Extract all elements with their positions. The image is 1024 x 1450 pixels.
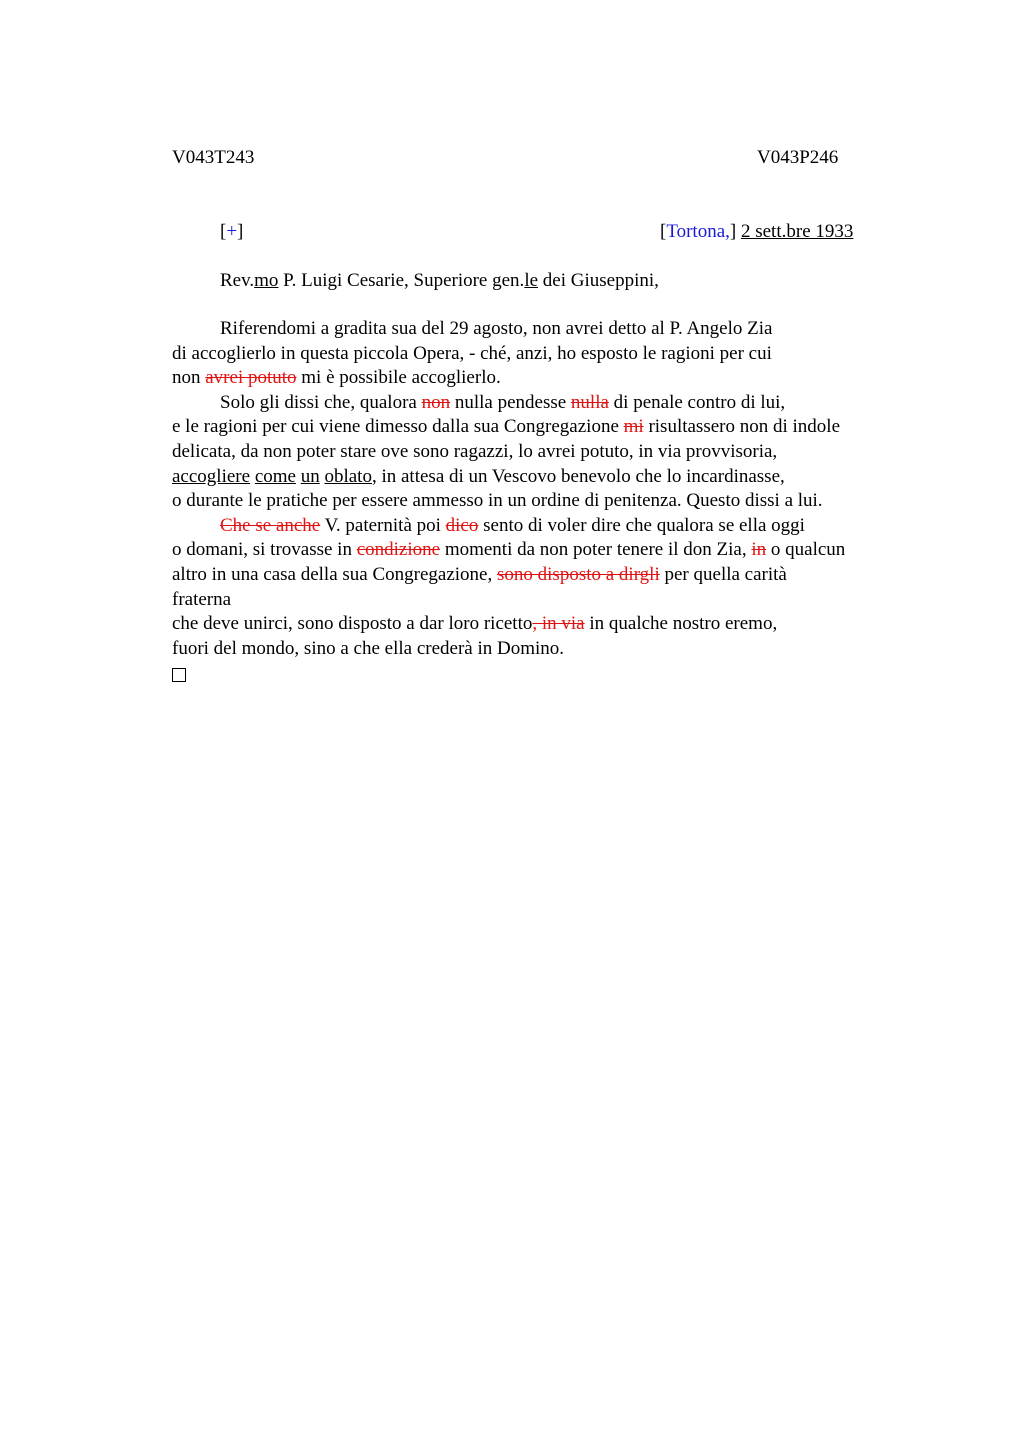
text-segment: risultassero non di indole — [643, 416, 840, 438]
salutation — [220, 269, 659, 293]
text-segment: per quella carità — [659, 563, 787, 585]
text-segment: in qualche nostro eremo, — [584, 613, 778, 635]
salutation-abbrev: le — [524, 270, 539, 291]
body-line-7 — [172, 465, 845, 490]
text-segment: momenti da non poter tenere il don Zia, — [440, 539, 752, 561]
text-segment: , in attesa di un Vescovo benevolo che lo incardinasse, — [371, 465, 785, 487]
body-line-13 — [172, 612, 845, 637]
text-segment: V. paternità poi — [320, 514, 446, 536]
cross-symbol — [220, 220, 243, 244]
dateline — [660, 220, 853, 244]
text-segment: e le ragioni per cui viene dimesso dalla sua Congregazione — [172, 416, 624, 438]
deleted-text: condizione — [356, 539, 441, 561]
deleted-text: in — [751, 539, 767, 561]
cross-icon: + — [226, 221, 238, 242]
text-segment: sento di voler dire che qualora se ella oggi — [478, 514, 805, 536]
body-line-12: fraterna — [172, 588, 232, 610]
text-segment: non — [172, 367, 206, 389]
underlined-text: un — [300, 465, 320, 487]
place-bracket-close: ] — [729, 221, 737, 242]
body-line-1: Riferendomi a gradita sua del 29 agosto, non avrei detto al P. Angelo Zia — [220, 318, 773, 339]
body-line-11 — [172, 563, 845, 588]
deleted-text: dico — [445, 514, 479, 536]
body-line-6: delicata, da non poter stare ove sono ragazzi, lo avrei potuto, in via provvisoria, — [172, 440, 778, 462]
body-line-4 — [172, 391, 845, 416]
salutation-part: dei Giuseppini, — [538, 270, 659, 291]
text-segment: o qualcun — [766, 539, 846, 561]
letter-body — [172, 317, 845, 686]
salutation-part: Rev. — [220, 270, 255, 291]
deleted-text: non — [421, 391, 451, 413]
underlined-text: oblato — [324, 465, 372, 487]
deleted-text: sono disposto a dirgli — [497, 563, 660, 585]
place-name: Tortona, — [666, 221, 730, 242]
underlined-text: accogliere — [172, 465, 251, 487]
body-line-5 — [172, 415, 845, 440]
text-segment: altro in una casa della sua Congregazione, — [172, 563, 497, 585]
text-segment: mi è possibile accoglierlo. — [296, 367, 501, 389]
bracket-open: [ — [220, 221, 227, 242]
salutation-part: P. Luigi Cesarie, Superiore gen. — [278, 270, 525, 291]
body-line-3 — [172, 366, 845, 391]
underlined-text: come — [254, 465, 296, 487]
body-line-9 — [172, 514, 845, 539]
text-segment: di penale contro di lui, — [608, 391, 786, 413]
bracket-close: ] — [237, 221, 244, 242]
letter-date: 2 sett.bre 1933 — [740, 221, 854, 242]
text-segment: nulla pendesse — [450, 391, 571, 413]
salutation-abbrev: mo — [254, 270, 279, 291]
document-code-left: V043T243 — [172, 147, 255, 168]
place-bracket-open: [ — [660, 221, 667, 242]
text-segment: che deve unirci, sono disposto a dar loro ricetto — [172, 613, 533, 635]
deleted-text: mi — [623, 416, 644, 438]
text-segment: Solo gli dissi che, qualora — [220, 391, 422, 413]
end-box-icon — [172, 668, 186, 682]
body-line-8: o durante le pratiche per essere ammesso in un ordine di penitenza. Questo dissi a lui. — [172, 490, 823, 512]
body-line-2: di accoglierlo in questa piccola Opera, - ché, anzi, ho esposto le ragioni per cui — [172, 342, 772, 364]
deleted-text: nulla — [570, 391, 609, 413]
document-code-right: V043P246 — [757, 147, 839, 168]
deleted-text: Che se anche — [220, 514, 321, 536]
deleted-text: avrei potuto — [205, 367, 297, 389]
body-line-10 — [172, 538, 845, 563]
body-line-14: fuori del mondo, sino a che ella crederà in Domino. — [172, 637, 565, 659]
end-marker-line — [172, 661, 845, 686]
text-segment: o domani, si trovasse in — [172, 539, 357, 561]
deleted-text: , in via — [532, 613, 585, 635]
